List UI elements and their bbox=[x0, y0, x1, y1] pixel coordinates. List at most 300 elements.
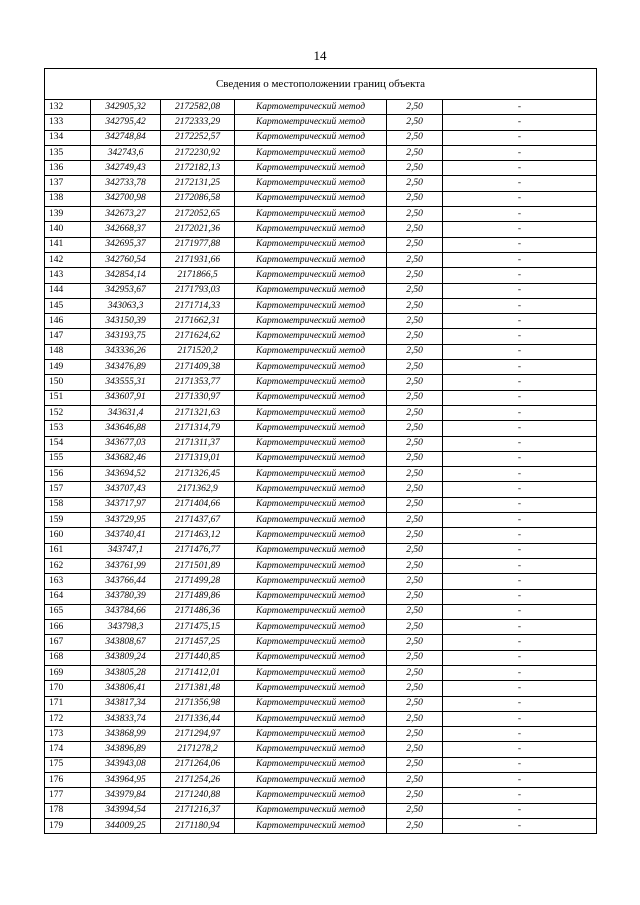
x-coordinate-cell: 343677,03 bbox=[91, 436, 161, 451]
description-cell: - bbox=[443, 375, 597, 390]
description-cell: - bbox=[443, 252, 597, 267]
y-coordinate-cell: 2171501,89 bbox=[161, 558, 235, 573]
accuracy-cell: 2,50 bbox=[387, 145, 443, 160]
point-number-cell: 152 bbox=[45, 405, 91, 420]
accuracy-cell: 2,50 bbox=[387, 421, 443, 436]
table-row bbox=[45, 513, 597, 528]
table-row bbox=[45, 788, 597, 803]
point-number-cell: 156 bbox=[45, 467, 91, 482]
description-cell: - bbox=[443, 803, 597, 818]
y-coordinate-cell: 2171264,06 bbox=[161, 757, 235, 772]
point-number-cell: 163 bbox=[45, 574, 91, 589]
table-row bbox=[45, 482, 597, 497]
y-coordinate-cell: 2171353,77 bbox=[161, 375, 235, 390]
point-number-cell: 158 bbox=[45, 497, 91, 512]
description-cell: - bbox=[443, 650, 597, 665]
point-number-cell: 160 bbox=[45, 528, 91, 543]
accuracy-cell: 2,50 bbox=[387, 650, 443, 665]
x-coordinate-cell: 342743,6 bbox=[91, 145, 161, 160]
method-cell: Картометрический метод bbox=[235, 161, 387, 176]
accuracy-cell: 2,50 bbox=[387, 451, 443, 466]
table-row bbox=[45, 650, 597, 665]
x-coordinate-cell: 343193,75 bbox=[91, 329, 161, 344]
method-cell: Картометрический метод bbox=[235, 497, 387, 512]
x-coordinate-cell: 342905,32 bbox=[91, 100, 161, 115]
point-number-cell: 168 bbox=[45, 650, 91, 665]
y-coordinate-cell: 2172021,36 bbox=[161, 222, 235, 237]
table-row bbox=[45, 283, 597, 298]
table-row bbox=[45, 268, 597, 283]
accuracy-cell: 2,50 bbox=[387, 283, 443, 298]
point-number-cell: 178 bbox=[45, 803, 91, 818]
accuracy-cell: 2,50 bbox=[387, 665, 443, 680]
method-cell: Картометрический метод bbox=[235, 513, 387, 528]
table-row bbox=[45, 130, 597, 145]
description-cell: - bbox=[443, 207, 597, 222]
description-cell: - bbox=[443, 513, 597, 528]
x-coordinate-cell: 343809,24 bbox=[91, 650, 161, 665]
y-coordinate-cell: 2172252,57 bbox=[161, 130, 235, 145]
accuracy-cell: 2,50 bbox=[387, 176, 443, 191]
table-row bbox=[45, 558, 597, 573]
table-row bbox=[45, 574, 597, 589]
y-coordinate-cell: 2171404,66 bbox=[161, 497, 235, 512]
accuracy-cell: 2,50 bbox=[387, 589, 443, 604]
x-coordinate-cell: 343747,1 bbox=[91, 543, 161, 558]
description-cell: - bbox=[443, 711, 597, 726]
y-coordinate-cell: 2171977,88 bbox=[161, 237, 235, 252]
y-coordinate-cell: 2171499,28 bbox=[161, 574, 235, 589]
method-cell: Картометрический метод bbox=[235, 283, 387, 298]
description-cell: - bbox=[443, 788, 597, 803]
method-cell: Картометрический метод bbox=[235, 589, 387, 604]
description-cell: - bbox=[443, 100, 597, 115]
table-row bbox=[45, 818, 597, 833]
table-row bbox=[45, 543, 597, 558]
y-coordinate-cell: 2171216,37 bbox=[161, 803, 235, 818]
description-cell: - bbox=[443, 222, 597, 237]
method-cell: Картометрический метод bbox=[235, 620, 387, 635]
method-cell: Картометрический метод bbox=[235, 696, 387, 711]
y-coordinate-cell: 2171793,03 bbox=[161, 283, 235, 298]
x-coordinate-cell: 342795,42 bbox=[91, 115, 161, 130]
table-row bbox=[45, 742, 597, 757]
method-cell: Картометрический метод bbox=[235, 176, 387, 191]
description-cell: - bbox=[443, 757, 597, 772]
x-coordinate-cell: 343798,3 bbox=[91, 620, 161, 635]
y-coordinate-cell: 2171463,12 bbox=[161, 528, 235, 543]
boundary-coordinates-table bbox=[44, 68, 597, 834]
description-cell: - bbox=[443, 818, 597, 833]
x-coordinate-cell: 343729,95 bbox=[91, 513, 161, 528]
method-cell: Картометрический метод bbox=[235, 788, 387, 803]
method-cell: Картометрический метод bbox=[235, 467, 387, 482]
accuracy-cell: 2,50 bbox=[387, 191, 443, 206]
point-number-cell: 139 bbox=[45, 207, 91, 222]
point-number-cell: 148 bbox=[45, 344, 91, 359]
y-coordinate-cell: 2171311,37 bbox=[161, 436, 235, 451]
accuracy-cell: 2,50 bbox=[387, 558, 443, 573]
description-cell: - bbox=[443, 145, 597, 160]
table-row bbox=[45, 298, 597, 313]
table-row bbox=[45, 360, 597, 375]
x-coordinate-cell: 343740,41 bbox=[91, 528, 161, 543]
x-coordinate-cell: 343063,3 bbox=[91, 298, 161, 313]
point-number-cell: 140 bbox=[45, 222, 91, 237]
table-row bbox=[45, 390, 597, 405]
accuracy-cell: 2,50 bbox=[387, 161, 443, 176]
x-coordinate-cell: 342733,78 bbox=[91, 176, 161, 191]
method-cell: Картометрический метод bbox=[235, 727, 387, 742]
y-coordinate-cell: 2171662,31 bbox=[161, 314, 235, 329]
point-number-cell: 142 bbox=[45, 252, 91, 267]
method-cell: Картометрический метод bbox=[235, 665, 387, 680]
x-coordinate-cell: 343150,39 bbox=[91, 314, 161, 329]
accuracy-cell: 2,50 bbox=[387, 314, 443, 329]
accuracy-cell: 2,50 bbox=[387, 360, 443, 375]
method-cell: Картометрический метод bbox=[235, 222, 387, 237]
accuracy-cell: 2,50 bbox=[387, 513, 443, 528]
x-coordinate-cell: 343943,08 bbox=[91, 757, 161, 772]
x-coordinate-cell: 343631,4 bbox=[91, 405, 161, 420]
y-coordinate-cell: 2171486,36 bbox=[161, 604, 235, 619]
method-cell: Картометрический метод bbox=[235, 252, 387, 267]
accuracy-cell: 2,50 bbox=[387, 207, 443, 222]
y-coordinate-cell: 2171931,66 bbox=[161, 252, 235, 267]
method-cell: Картометрический метод bbox=[235, 405, 387, 420]
description-cell: - bbox=[443, 314, 597, 329]
method-cell: Картометрический метод bbox=[235, 360, 387, 375]
description-cell: - bbox=[443, 421, 597, 436]
method-cell: Картометрический метод bbox=[235, 375, 387, 390]
x-coordinate-cell: 343868,99 bbox=[91, 727, 161, 742]
table-row bbox=[45, 145, 597, 160]
accuracy-cell: 2,50 bbox=[387, 681, 443, 696]
table-title: Сведения о местоположении границ объекта bbox=[45, 69, 597, 100]
table-row bbox=[45, 711, 597, 726]
method-cell: Картометрический метод bbox=[235, 742, 387, 757]
y-coordinate-cell: 2171180,94 bbox=[161, 818, 235, 833]
accuracy-cell: 2,50 bbox=[387, 773, 443, 788]
table-row bbox=[45, 207, 597, 222]
y-coordinate-cell: 2171314,79 bbox=[161, 421, 235, 436]
table-row bbox=[45, 176, 597, 191]
method-cell: Картометрический метод bbox=[235, 543, 387, 558]
point-number-cell: 166 bbox=[45, 620, 91, 635]
description-cell: - bbox=[443, 681, 597, 696]
table-row bbox=[45, 803, 597, 818]
table-row bbox=[45, 375, 597, 390]
table-row bbox=[45, 161, 597, 176]
point-number-cell: 134 bbox=[45, 130, 91, 145]
description-cell: - bbox=[443, 191, 597, 206]
accuracy-cell: 2,50 bbox=[387, 482, 443, 497]
y-coordinate-cell: 2171440,85 bbox=[161, 650, 235, 665]
table-row bbox=[45, 191, 597, 206]
x-coordinate-cell: 343805,28 bbox=[91, 665, 161, 680]
x-coordinate-cell: 343682,46 bbox=[91, 451, 161, 466]
accuracy-cell: 2,50 bbox=[387, 436, 443, 451]
point-number-cell: 176 bbox=[45, 773, 91, 788]
description-cell: - bbox=[443, 497, 597, 512]
table-row bbox=[45, 451, 597, 466]
description-cell: - bbox=[443, 115, 597, 130]
method-cell: Картометрический метод bbox=[235, 390, 387, 405]
y-coordinate-cell: 2172230,92 bbox=[161, 145, 235, 160]
point-number-cell: 169 bbox=[45, 665, 91, 680]
accuracy-cell: 2,50 bbox=[387, 635, 443, 650]
method-cell: Картометрический метод bbox=[235, 558, 387, 573]
point-number-cell: 154 bbox=[45, 436, 91, 451]
method-cell: Картометрический метод bbox=[235, 268, 387, 283]
x-coordinate-cell: 343336,26 bbox=[91, 344, 161, 359]
table-row bbox=[45, 222, 597, 237]
method-cell: Картометрический метод bbox=[235, 145, 387, 160]
method-cell: Картометрический метод bbox=[235, 344, 387, 359]
accuracy-cell: 2,50 bbox=[387, 130, 443, 145]
description-cell: - bbox=[443, 436, 597, 451]
y-coordinate-cell: 2171624,62 bbox=[161, 329, 235, 344]
accuracy-cell: 2,50 bbox=[387, 727, 443, 742]
accuracy-cell: 2,50 bbox=[387, 375, 443, 390]
point-number-cell: 157 bbox=[45, 482, 91, 497]
point-number-cell: 150 bbox=[45, 375, 91, 390]
x-coordinate-cell: 343646,88 bbox=[91, 421, 161, 436]
point-number-cell: 143 bbox=[45, 268, 91, 283]
y-coordinate-cell: 2171409,38 bbox=[161, 360, 235, 375]
description-cell: - bbox=[443, 742, 597, 757]
x-coordinate-cell: 343780,39 bbox=[91, 589, 161, 604]
point-number-cell: 171 bbox=[45, 696, 91, 711]
accuracy-cell: 2,50 bbox=[387, 467, 443, 482]
description-cell: - bbox=[443, 528, 597, 543]
point-number-cell: 144 bbox=[45, 283, 91, 298]
method-cell: Картометрический метод bbox=[235, 115, 387, 130]
accuracy-cell: 2,50 bbox=[387, 620, 443, 635]
method-cell: Картометрический метод bbox=[235, 191, 387, 206]
x-coordinate-cell: 343476,89 bbox=[91, 360, 161, 375]
point-number-cell: 137 bbox=[45, 176, 91, 191]
accuracy-cell: 2,50 bbox=[387, 100, 443, 115]
description-cell: - bbox=[443, 298, 597, 313]
method-cell: Картометрический метод bbox=[235, 314, 387, 329]
description-cell: - bbox=[443, 467, 597, 482]
point-number-cell: 159 bbox=[45, 513, 91, 528]
y-coordinate-cell: 2172052,65 bbox=[161, 207, 235, 222]
accuracy-cell: 2,50 bbox=[387, 757, 443, 772]
description-cell: - bbox=[443, 773, 597, 788]
table-row bbox=[45, 421, 597, 436]
x-coordinate-cell: 342760,54 bbox=[91, 252, 161, 267]
description-cell: - bbox=[443, 360, 597, 375]
description-cell: - bbox=[443, 665, 597, 680]
table-row bbox=[45, 696, 597, 711]
description-cell: - bbox=[443, 635, 597, 650]
accuracy-cell: 2,50 bbox=[387, 344, 443, 359]
table-row bbox=[45, 497, 597, 512]
y-coordinate-cell: 2171520,2 bbox=[161, 344, 235, 359]
x-coordinate-cell: 342700,98 bbox=[91, 191, 161, 206]
point-number-cell: 135 bbox=[45, 145, 91, 160]
accuracy-cell: 2,50 bbox=[387, 711, 443, 726]
table-row bbox=[45, 436, 597, 451]
method-cell: Картометрический метод bbox=[235, 482, 387, 497]
point-number-cell: 165 bbox=[45, 604, 91, 619]
y-coordinate-cell: 2171866,5 bbox=[161, 268, 235, 283]
y-coordinate-cell: 2171381,48 bbox=[161, 681, 235, 696]
point-number-cell: 161 bbox=[45, 543, 91, 558]
x-coordinate-cell: 343784,66 bbox=[91, 604, 161, 619]
y-coordinate-cell: 2171321,63 bbox=[161, 405, 235, 420]
x-coordinate-cell: 342668,37 bbox=[91, 222, 161, 237]
method-cell: Картометрический метод bbox=[235, 803, 387, 818]
table-row bbox=[45, 100, 597, 115]
table-row bbox=[45, 405, 597, 420]
table-row bbox=[45, 344, 597, 359]
table-row bbox=[45, 252, 597, 267]
accuracy-cell: 2,50 bbox=[387, 803, 443, 818]
point-number-cell: 179 bbox=[45, 818, 91, 833]
table-body bbox=[45, 100, 597, 834]
point-number-cell: 174 bbox=[45, 742, 91, 757]
accuracy-cell: 2,50 bbox=[387, 222, 443, 237]
point-number-cell: 147 bbox=[45, 329, 91, 344]
x-coordinate-cell: 343817,34 bbox=[91, 696, 161, 711]
description-cell: - bbox=[443, 558, 597, 573]
y-coordinate-cell: 2172333,29 bbox=[161, 115, 235, 130]
y-coordinate-cell: 2171336,44 bbox=[161, 711, 235, 726]
description-cell: - bbox=[443, 405, 597, 420]
point-number-cell: 164 bbox=[45, 589, 91, 604]
table-row bbox=[45, 329, 597, 344]
y-coordinate-cell: 2171330,97 bbox=[161, 390, 235, 405]
method-cell: Картометрический метод bbox=[235, 681, 387, 696]
accuracy-cell: 2,50 bbox=[387, 818, 443, 833]
x-coordinate-cell: 343607,91 bbox=[91, 390, 161, 405]
description-cell: - bbox=[443, 176, 597, 191]
point-number-cell: 172 bbox=[45, 711, 91, 726]
accuracy-cell: 2,50 bbox=[387, 788, 443, 803]
x-coordinate-cell: 342748,84 bbox=[91, 130, 161, 145]
description-cell: - bbox=[443, 620, 597, 635]
description-cell: - bbox=[443, 543, 597, 558]
method-cell: Картометрический метод bbox=[235, 711, 387, 726]
y-coordinate-cell: 2171356,98 bbox=[161, 696, 235, 711]
table-row bbox=[45, 237, 597, 252]
y-coordinate-cell: 2172182,13 bbox=[161, 161, 235, 176]
accuracy-cell: 2,50 bbox=[387, 574, 443, 589]
description-cell: - bbox=[443, 604, 597, 619]
description-cell: - bbox=[443, 390, 597, 405]
accuracy-cell: 2,50 bbox=[387, 497, 443, 512]
y-coordinate-cell: 2171319,01 bbox=[161, 451, 235, 466]
method-cell: Картометрический метод bbox=[235, 421, 387, 436]
method-cell: Картометрический метод bbox=[235, 757, 387, 772]
method-cell: Картометрический метод bbox=[235, 100, 387, 115]
accuracy-cell: 2,50 bbox=[387, 696, 443, 711]
table-row bbox=[45, 665, 597, 680]
accuracy-cell: 2,50 bbox=[387, 604, 443, 619]
x-coordinate-cell: 343964,95 bbox=[91, 773, 161, 788]
point-number-cell: 173 bbox=[45, 727, 91, 742]
table-row bbox=[45, 467, 597, 482]
accuracy-cell: 2,50 bbox=[387, 543, 443, 558]
accuracy-cell: 2,50 bbox=[387, 390, 443, 405]
table-row bbox=[45, 528, 597, 543]
page-number: 14 bbox=[313, 48, 327, 63]
point-number-cell: 145 bbox=[45, 298, 91, 313]
description-cell: - bbox=[443, 161, 597, 176]
y-coordinate-cell: 2171240,88 bbox=[161, 788, 235, 803]
table-row bbox=[45, 604, 597, 619]
description-cell: - bbox=[443, 130, 597, 145]
x-coordinate-cell: 342749,43 bbox=[91, 161, 161, 176]
y-coordinate-cell: 2171326,45 bbox=[161, 467, 235, 482]
x-coordinate-cell: 343761,99 bbox=[91, 558, 161, 573]
description-cell: - bbox=[443, 283, 597, 298]
method-cell: Картометрический метод bbox=[235, 130, 387, 145]
accuracy-cell: 2,50 bbox=[387, 252, 443, 267]
y-coordinate-cell: 2171475,15 bbox=[161, 620, 235, 635]
point-number-cell: 170 bbox=[45, 681, 91, 696]
description-cell: - bbox=[443, 237, 597, 252]
x-coordinate-cell: 343717,97 bbox=[91, 497, 161, 512]
table-row bbox=[45, 314, 597, 329]
description-cell: - bbox=[443, 344, 597, 359]
x-coordinate-cell: 343833,74 bbox=[91, 711, 161, 726]
accuracy-cell: 2,50 bbox=[387, 329, 443, 344]
table-row bbox=[45, 115, 597, 130]
point-number-cell: 138 bbox=[45, 191, 91, 206]
method-cell: Картометрический метод bbox=[235, 237, 387, 252]
point-number-cell: 167 bbox=[45, 635, 91, 650]
x-coordinate-cell: 343694,52 bbox=[91, 467, 161, 482]
x-coordinate-cell: 342854,14 bbox=[91, 268, 161, 283]
y-coordinate-cell: 2171278,2 bbox=[161, 742, 235, 757]
method-cell: Картометрический метод bbox=[235, 650, 387, 665]
method-cell: Картометрический метод bbox=[235, 298, 387, 313]
description-cell: - bbox=[443, 727, 597, 742]
method-cell: Картометрический метод bbox=[235, 604, 387, 619]
y-coordinate-cell: 2171254,26 bbox=[161, 773, 235, 788]
x-coordinate-cell: 343808,67 bbox=[91, 635, 161, 650]
x-coordinate-cell: 342953,67 bbox=[91, 283, 161, 298]
table-row bbox=[45, 620, 597, 635]
description-cell: - bbox=[443, 329, 597, 344]
x-coordinate-cell: 342695,37 bbox=[91, 237, 161, 252]
accuracy-cell: 2,50 bbox=[387, 237, 443, 252]
point-number-cell: 141 bbox=[45, 237, 91, 252]
method-cell: Картометрический метод bbox=[235, 635, 387, 650]
y-coordinate-cell: 2171412,01 bbox=[161, 665, 235, 680]
accuracy-cell: 2,50 bbox=[387, 298, 443, 313]
y-coordinate-cell: 2171294,97 bbox=[161, 727, 235, 742]
y-coordinate-cell: 2171714,33 bbox=[161, 298, 235, 313]
x-coordinate-cell: 343994,54 bbox=[91, 803, 161, 818]
table-row bbox=[45, 681, 597, 696]
method-cell: Картометрический метод bbox=[235, 818, 387, 833]
accuracy-cell: 2,50 bbox=[387, 115, 443, 130]
y-coordinate-cell: 2171437,67 bbox=[161, 513, 235, 528]
y-coordinate-cell: 2172131,25 bbox=[161, 176, 235, 191]
table-row bbox=[45, 757, 597, 772]
description-cell: - bbox=[443, 482, 597, 497]
method-cell: Картометрический метод bbox=[235, 773, 387, 788]
table-row bbox=[45, 727, 597, 742]
x-coordinate-cell: 343555,31 bbox=[91, 375, 161, 390]
point-number-cell: 155 bbox=[45, 451, 91, 466]
x-coordinate-cell: 343979,84 bbox=[91, 788, 161, 803]
